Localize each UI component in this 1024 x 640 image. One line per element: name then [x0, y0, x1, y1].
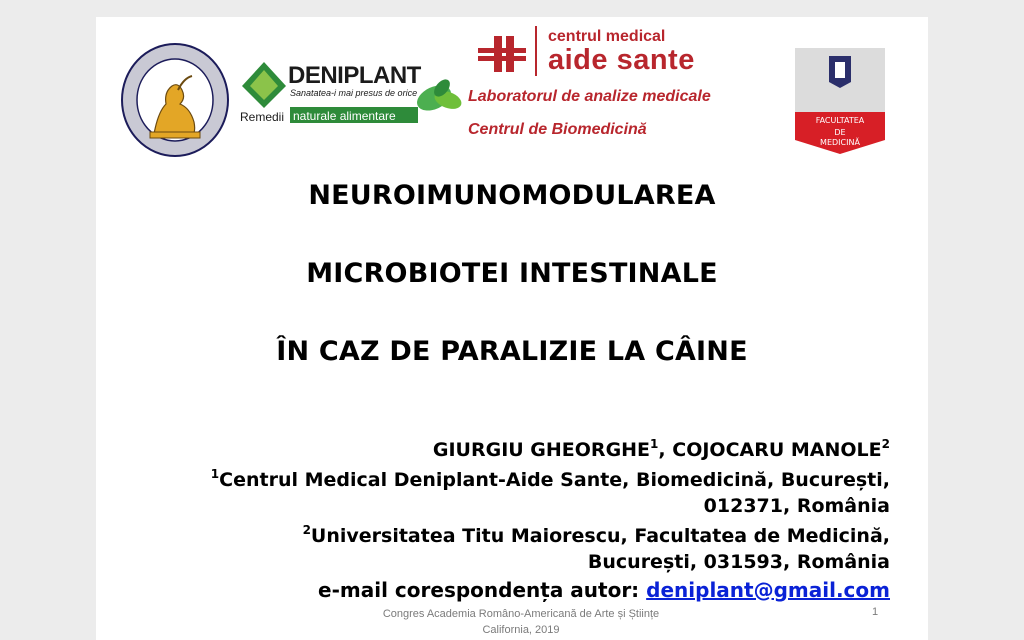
deniplant-leaf-icon	[242, 60, 288, 110]
fac-line1: FACULTATEA	[815, 116, 865, 125]
aide-sante-logo	[468, 24, 764, 144]
fac-line3: MEDICINĂ	[820, 138, 860, 147]
deniplant-naturale: naturale alimentare	[293, 109, 396, 123]
aide-small-label: centrul medical	[548, 28, 666, 45]
aide-main-label: aide sante	[548, 44, 695, 76]
author-2-sup: 2	[881, 437, 890, 451]
deniplant-bar	[290, 107, 418, 123]
aide-lab-label: Laboratorul de analize medicale	[468, 88, 711, 105]
medical-cross-icon	[476, 34, 528, 74]
author-sep: ,	[658, 439, 673, 461]
affiliation-1-line-2: 012371, România	[703, 495, 890, 517]
aff1-text-1: Centrul Medical Deniplant-Aide Sante, Biomedicină, București,	[219, 469, 890, 491]
aff2-text-1: Universitatea Titu Maiorescu, Facultatea de Medicină,	[310, 525, 890, 547]
affiliation-2-line-1	[303, 523, 890, 547]
deniplant-name: DENIPLANT	[288, 62, 421, 89]
affiliation-1-line-1	[211, 467, 890, 491]
page-number: 1	[872, 606, 879, 618]
footer-line-2: California, 2019	[482, 624, 560, 636]
email-line	[318, 578, 890, 602]
title-line-2: MICROBIOTEI INTESTINALE	[306, 258, 718, 289]
leaves-icon	[414, 76, 464, 120]
author-2: COJOCARU MANOLE	[672, 439, 882, 461]
aide-center-label: Centrul de Biomedicină	[468, 121, 647, 138]
deniplant-logo	[240, 58, 465, 128]
footer-conference	[316, 606, 726, 638]
title-line-3: ÎN CAZ DE PARALIZIE LA CÂINE	[276, 336, 748, 367]
facultatea-medicina-logo	[795, 48, 885, 156]
title-line-1: NEUROIMUNOMODULAREA	[308, 180, 716, 211]
author-1-sup: 1	[650, 437, 659, 451]
aff1-sup: 1	[210, 467, 220, 481]
deniplant-remedii: Remedii	[240, 110, 285, 124]
authors-line	[433, 437, 890, 461]
affiliation-2-line-2: București, 031593, România	[587, 551, 890, 573]
deniplant-tagline: Sanatatea-i mai presus de orice	[290, 88, 418, 98]
email-label: e-mail corespondența autor:	[318, 578, 647, 602]
aide-divider	[535, 26, 537, 76]
author-1: GIURGIU GHEORGHE	[432, 439, 651, 461]
aff2-sup: 2	[302, 523, 311, 537]
email-link[interactable]: deniplant@gmail.com	[646, 578, 890, 602]
academia-seal-logo	[120, 42, 230, 158]
footer-line-1: Congres Academia Româno-Americană de Arte și Științe	[382, 608, 660, 620]
fac-line2: DE	[834, 128, 846, 137]
